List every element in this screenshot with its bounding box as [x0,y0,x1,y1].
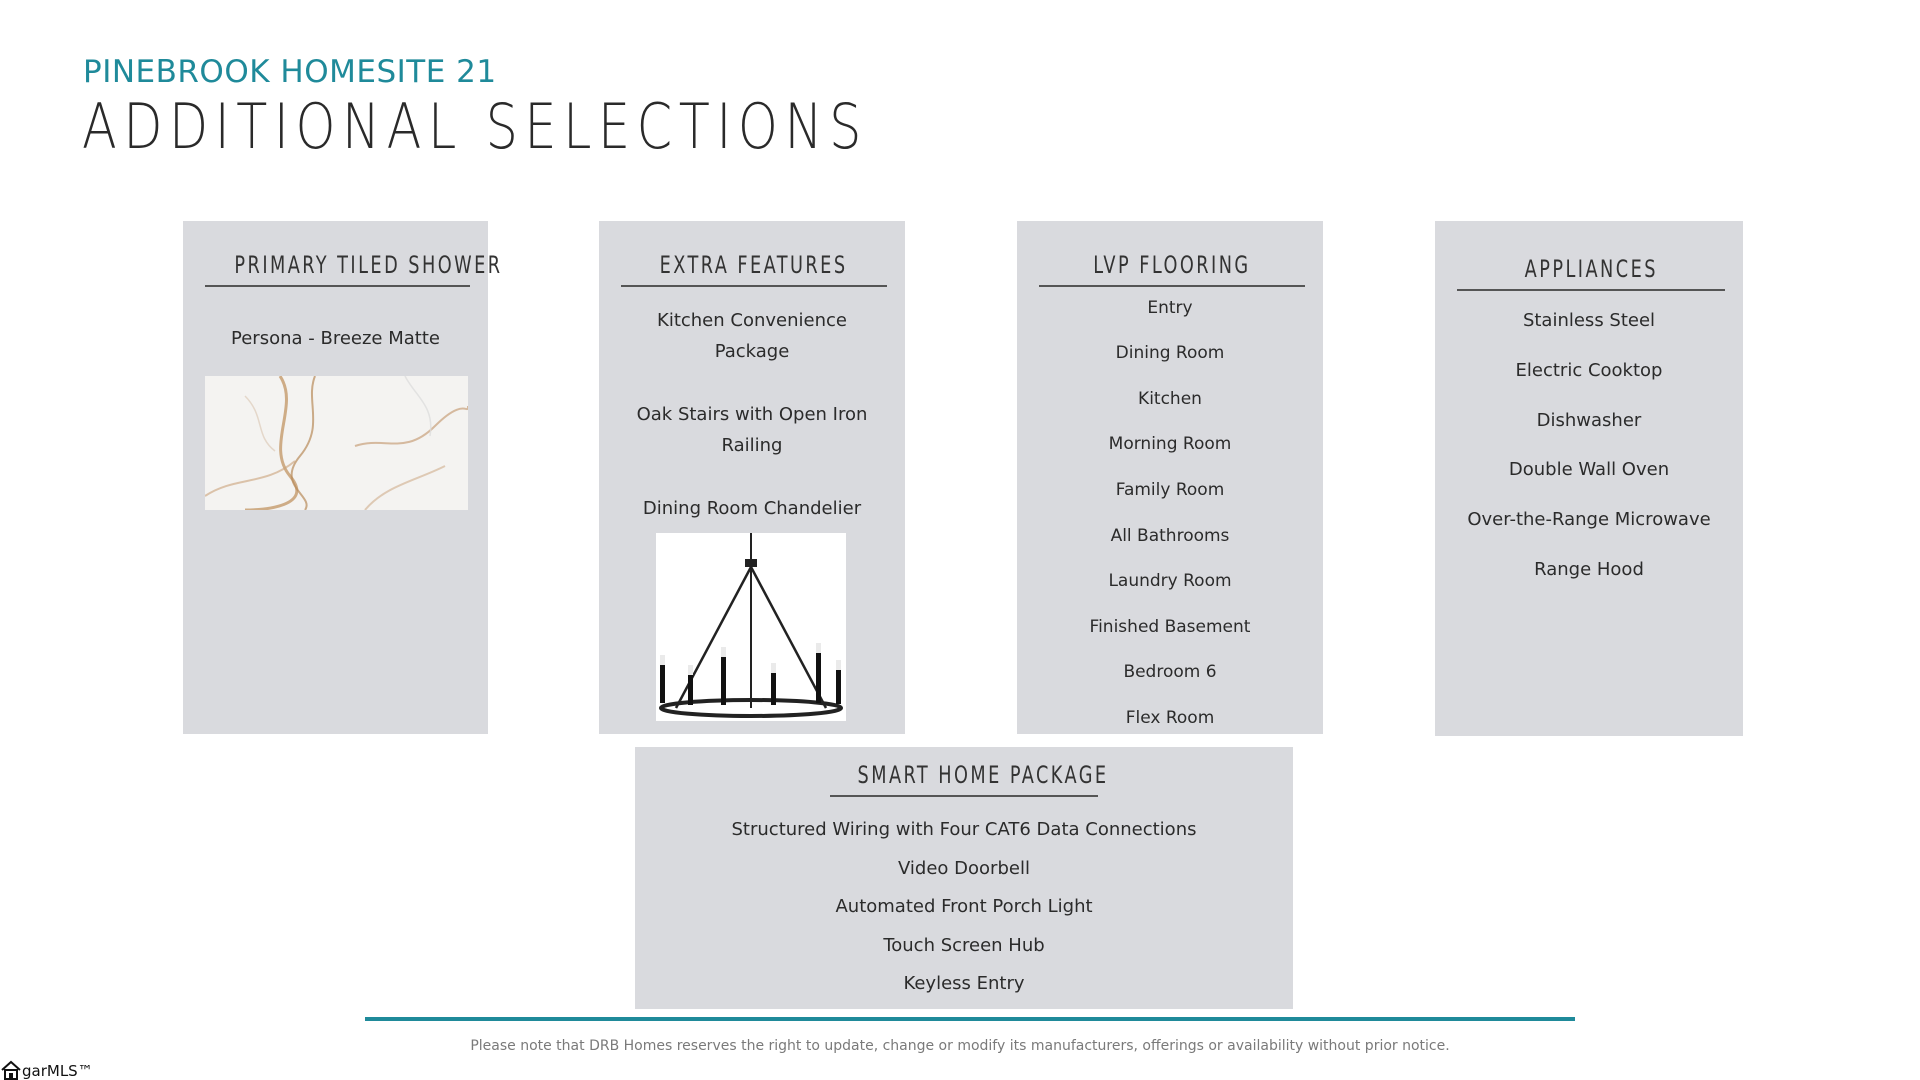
page-eyebrow: PINEBROOK HOMESITE 21 [83,54,497,90]
extra-item: Oak Stairs with Open Iron [636,404,868,425]
marble-tile-swatch [205,376,468,510]
page-title: ADDITIONAL SELECTIONS [82,90,868,163]
shower-item: Persona - Breeze Matte [231,328,440,349]
panel-appliances [1435,221,1743,736]
footer-divider [365,1017,1575,1021]
lvp-item: All Bathrooms [1110,526,1230,546]
extra-item: Dining Room Chandelier [642,498,862,519]
panel-primary-tiled-shower [183,221,503,734]
extra-item: Railing [721,435,783,456]
panel-heading: LVP FLOORING [1039,251,1305,287]
panel-heading: PRIMARY TILED SHOWER [205,251,470,287]
lvp-item: Dining Room [1115,343,1225,363]
panel-heading: EXTRA FEATURES [621,251,887,287]
smart-home-item: Automated Front Porch Light [835,896,1093,917]
appliance-item: Dishwasher [1536,410,1642,431]
extra-item: Package [714,341,790,362]
extra-item: Kitchen Convenience [657,310,847,331]
lvp-item: Bedroom 6 [1123,662,1217,682]
panel-smart-home-package [635,747,1293,1009]
panel-heading: SMART HOME PACKAGE [830,761,1098,797]
smart-home-item: Video Doorbell [898,858,1030,879]
lvp-item: Family Room [1115,480,1225,500]
mls-logo [0,1060,93,1080]
panel-extra-features [599,221,905,734]
chandelier-image [656,533,846,721]
appliance-item: Range Hood [1534,559,1644,580]
lvp-item: Morning Room [1108,434,1232,454]
lvp-item: Kitchen [1138,389,1202,409]
panel-heading: APPLIANCES [1457,255,1725,291]
smart-home-item: Touch Screen Hub [883,935,1045,956]
lvp-item: Finished Basement [1089,617,1251,637]
mls-logo-text: garMLS™ [22,1062,93,1080]
appliance-item: Stainless Steel [1522,310,1656,331]
panel-lvp-flooring [1017,221,1323,734]
house-icon [0,1060,22,1080]
disclaimer-text: Please note that DRB Homes reserves the right to update, change or modify its manufacturers, offerings or availability without prior notice. [470,1038,1450,1054]
smart-home-item: Structured Wiring with Four CAT6 Data Connections [731,819,1197,840]
lvp-item: Flex Room [1125,708,1215,728]
appliance-item: Electric Cooktop [1515,360,1663,381]
smart-home-item: Keyless Entry [903,973,1025,994]
appliance-item: Over-the-Range Microwave [1467,509,1711,530]
lvp-item: Entry [1147,298,1193,318]
appliance-item: Double Wall Oven [1508,459,1670,480]
lvp-item: Laundry Room [1108,571,1232,591]
